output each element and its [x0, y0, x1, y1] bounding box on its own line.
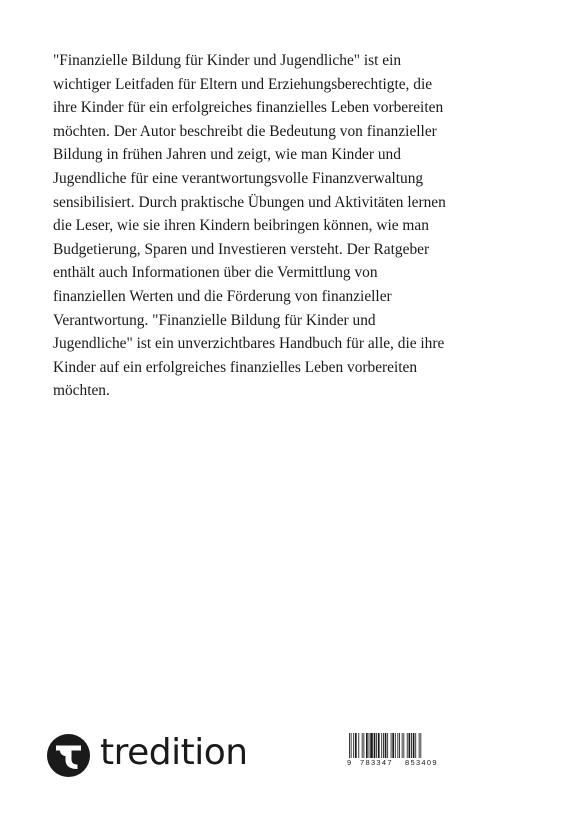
barcode-bar — [374, 733, 376, 758]
blurb-line: enthält auch Informationen über die Vermittlung von — [53, 264, 378, 282]
barcode-bar — [391, 733, 392, 758]
blurb-line: sensibilisiert. Durch praktische Übungen und Aktivitäten lernen — [53, 193, 446, 211]
blurb-line: die Leser, wie sie ihren Kindern beibringen können, wie man — [53, 217, 429, 235]
blurb-line: wichtiger Leitfaden für Eltern und Erziehungsberechtigte, die — [53, 75, 433, 93]
barcode-bar — [402, 733, 403, 758]
blurb-line: Verantwortung. "Finanzielle Bildung für Kinder und — [53, 311, 376, 329]
barcode-bar — [355, 733, 357, 758]
blurb-line: möchten. — [53, 382, 110, 400]
barcode-bar — [395, 733, 396, 758]
blurb-line: möchten. Der Autor beschreibt die Bedeutung von finanzieller — [53, 122, 437, 140]
barcode-bar — [353, 733, 354, 758]
barcode-bar — [370, 733, 373, 758]
barcode-bar — [369, 733, 370, 758]
barcode-bar — [403, 733, 404, 758]
publisher-logo — [47, 733, 248, 777]
barcode-bar — [362, 733, 363, 758]
blurb-line: Budgetierung, Sparen und Investieren versteht. Der Ratgeber — [53, 240, 430, 258]
barcode-bar — [415, 733, 416, 758]
barcode-bar — [378, 733, 380, 758]
barcode-right-digits: 853409 — [405, 758, 438, 767]
barcode-bar — [376, 733, 377, 758]
publisher-name: tredition — [100, 732, 248, 773]
barcode-bar — [366, 733, 368, 758]
blurb-line: "Finanzielle Bildung für Kinder und Jugendliche" ist ein — [53, 52, 402, 69]
blurb-line: Kinder auf ein erfolgreiches finanzielles Leben vorbereiten — [53, 358, 418, 376]
isbn-barcode — [347, 733, 449, 769]
blurb-line: finanziellen Werten und die Förderung von finanzieller — [53, 287, 392, 305]
barcode-lead-digit: 9 — [347, 758, 352, 767]
blurb-line: Jugendliche für eine verantwortungsvolle Finanzverwaltung — [53, 169, 424, 187]
tredition-logo-icon — [47, 734, 90, 777]
barcode-bar — [413, 733, 415, 758]
barcode-bar — [411, 733, 412, 758]
barcode-bar — [407, 733, 408, 758]
barcode-bar — [409, 733, 411, 758]
barcode-left-digits: 783347 — [360, 758, 393, 767]
back-cover-blurb — [53, 49, 527, 403]
blurb-line: Bildung in frühen Jahren und zeigt, wie man Kinder und — [53, 146, 401, 164]
barcode-bar — [383, 733, 384, 758]
barcode-bar — [363, 733, 364, 758]
barcode-bar — [397, 733, 398, 758]
blurb-line: Jugendliche" ist ein unverzichtbares Handbuch für alle, die ihre — [53, 335, 445, 353]
barcode-bar — [358, 733, 359, 758]
barcode-bar — [392, 733, 394, 758]
blurb-line: ihre Kinder für ein erfolgreiches finanzielles Leben vorbereiten — [53, 99, 444, 117]
barcode-bar — [381, 733, 382, 758]
barcode-bar — [399, 733, 400, 758]
